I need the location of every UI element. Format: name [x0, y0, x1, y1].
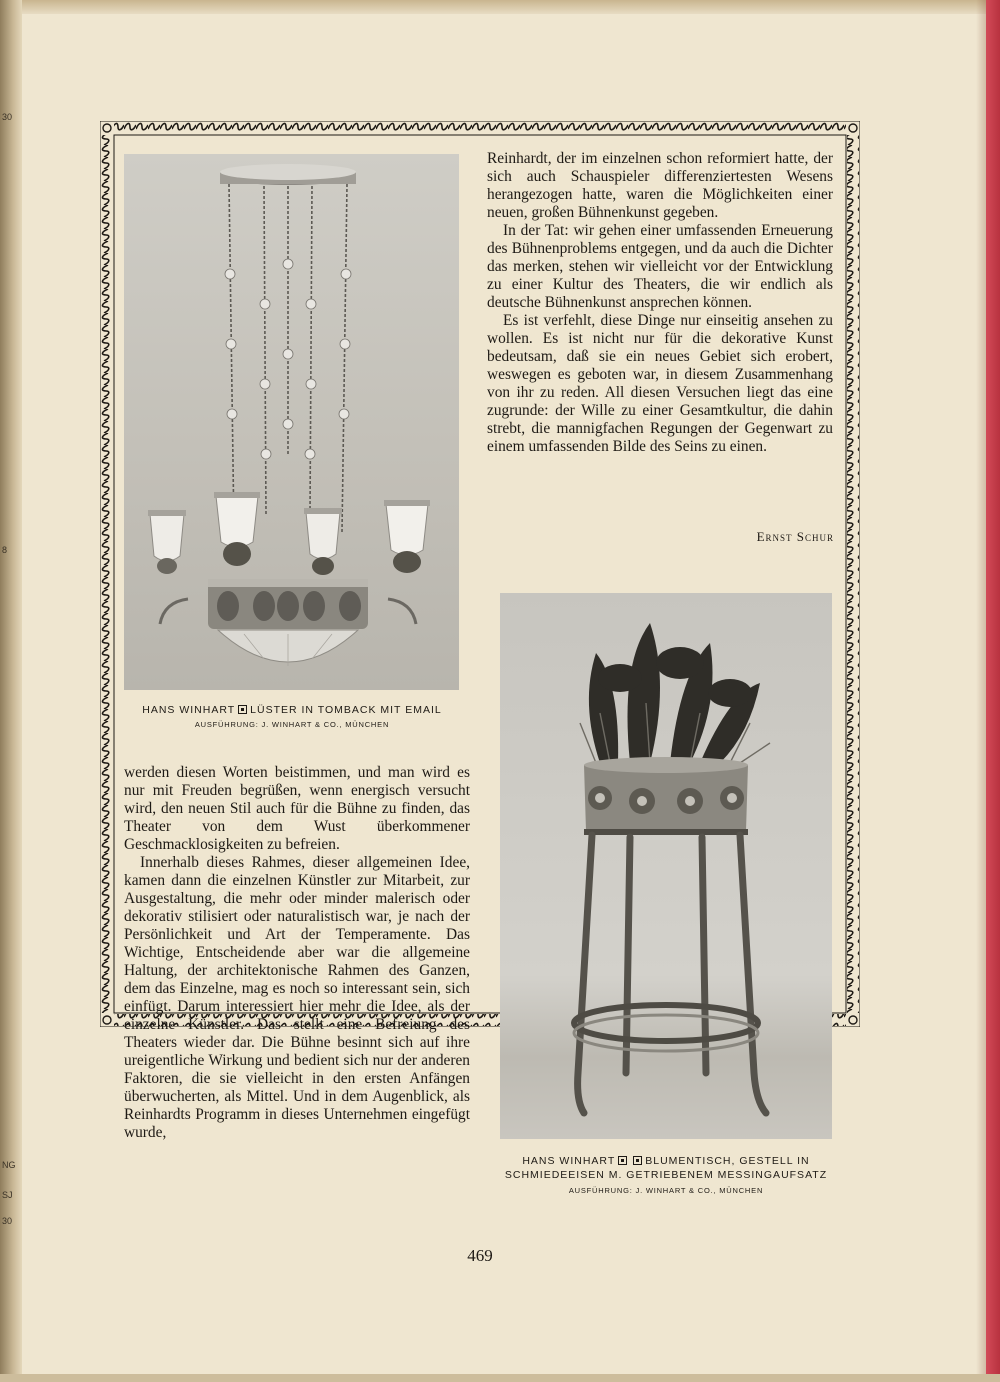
- chandelier-photo: [124, 154, 459, 690]
- red-cover-edge: [986, 0, 1000, 1382]
- article-right-column: [487, 150, 833, 456]
- lamp-caption-artist: HANS WINHART: [142, 704, 236, 716]
- caption-square-ornament: [618, 1156, 627, 1165]
- cover-bottom-edge: [0, 1374, 1000, 1382]
- lamp-caption: [112, 704, 472, 716]
- page-edge-shadow: [976, 0, 986, 1382]
- paragraph: werden diesen Worten beistimmen, und man wird es nur mit Freuden begrüßen, wenn energisch versucht wird, den neuen Stil auch für die Bühne zu finden, das Theater von dem Wust überkommener Geschmacklosigkeiten zu befreien.: [124, 764, 470, 853]
- paragraph: Es ist verfehlt, diese Dinge nur einseitig ansehen zu wollen. Es ist nicht nur für die dekorative Kunst bedeutsam, daß sie ein neues Gebiet sich erobert, weswegen es geboten war, in diesem Zusammenhang von ihr zu reden. All diesen Versuchen liegt das eine zugrunde: der Wille zu einer Gesamtkultur, die dahin strebt, die mannigfachen Regungen der Gegenwart zu einem umfassenden Bilde des Seins zu einen.: [487, 312, 833, 455]
- flower-table-photo: [500, 593, 832, 1139]
- table-caption-line2: SCHMIEDEEISEN M. GETRIEBENEM MESSINGAUFSATZ: [504, 1169, 828, 1181]
- spine-edge: [0, 0, 22, 1382]
- flower-table-illustration: [500, 593, 832, 1139]
- table-caption-execution: AUSFÜHRUNG: J. WINHART & CO., MÜNCHEN: [568, 1186, 764, 1195]
- lamp-caption-title: LÜSTER IN TOMBACK MIT EMAIL: [250, 704, 442, 716]
- margin-mark: NG: [2, 1160, 16, 1170]
- table-caption-line1: [492, 1155, 840, 1167]
- table-caption-artist: HANS WINHART: [522, 1155, 616, 1167]
- caption-square-ornament: [633, 1156, 642, 1165]
- paragraph: Innerhalb dieses Rahmes, dieser allgemeinen Idee, kamen dann die einzelnen Künstler zur Mitarbeit, zur Ausgestaltung, die mehr oder minder malerisch oder dekorativ stilisiert oder naturalistisch war, je nach der Persönlichkeit und Art der Temperamente. Das Wichtige, Entscheidende aber war die allgemeine Haltung, der architektonische Rahmen des Ganzen, dem das Einzelne, mag es noch so interessant sein, sich einfügt. Darum interessiert hier mehr die Idee, als der einzelne Künstler. Das stellt eine Befreiung des Theaters wieder dar. Die Bühne besinnt sich auf ihre ureigentliche Wirkung und bedient sich nur der anderen Faktoren, die sie vielleicht in den ersten Anfängen überwucherten, als Mittel. Und in dem Augenblick, als Reinhardts Programm in dieses Unternehmen eingefügt wurde,: [124, 854, 470, 1141]
- caption-square-ornament: [238, 705, 247, 714]
- margin-mark: 30: [2, 1216, 13, 1226]
- paragraph: Reinhardt, der im einzelnen schon reformiert hatte, der sich auch Schauspieler differenziertesten Wesens herangezogen hatte, waren die Möglichkeiten einer neuen, großen Bühnenkunst gegeben.: [487, 150, 833, 221]
- page-number: 469: [467, 1246, 493, 1265]
- chandelier-illustration: [124, 154, 459, 690]
- article-left-column: [124, 764, 470, 1142]
- cover-top-edge: [0, 0, 1000, 14]
- author-signature: Ernst Schur: [756, 529, 834, 544]
- margin-mark: 8: [2, 545, 8, 555]
- lamp-caption-execution: AUSFÜHRUNG: J. WINHART & CO., MÜNCHEN: [194, 720, 390, 729]
- margin-mark: SJ: [2, 1190, 13, 1200]
- paragraph: In der Tat: wir gehen einer umfassenden Erneuerung des Bühnenproblems entgegen, und da auch die Dichter das merken, stehen wir vielleicht vor der Entwicklung zu einer Kultur des Theaters, die wir endlich als deutsche Bühnenkunst ansprechen können.: [487, 222, 833, 311]
- table-caption-title: BLUMENTISCH, GESTELL IN: [645, 1155, 810, 1167]
- margin-mark: 30: [2, 112, 13, 122]
